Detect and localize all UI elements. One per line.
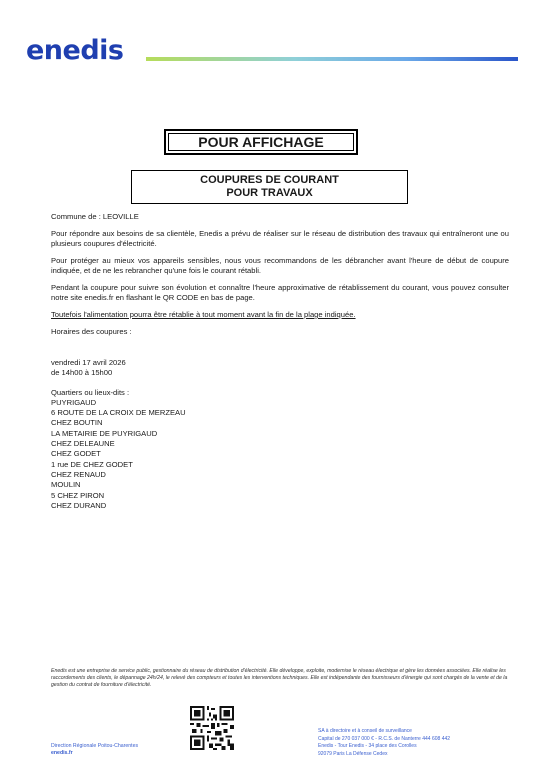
place-item: LA METAIRIE DE PUYRIGAUD — [51, 428, 158, 438]
company-line-1: SA à directoire et à conseil de surveillance — [318, 728, 412, 734]
warning-text: Toutefois l'alimentation pourra être rétablie à tout moment avant la fin de la plage indiquée. — [51, 310, 356, 319]
brand-gradient-bar — [146, 57, 518, 61]
commune: Commune de : LEOVILLE — [51, 212, 139, 221]
notice-subtitle-box — [131, 170, 408, 204]
paragraph-3: Pendant la coupure pour suivre son évolution et connaître l'heure approximative de rétablissement du courant, vous pouvez consulter notre site enedis.fr en flashant le QR CODE en bas de page. — [51, 283, 509, 302]
place-item: PUYRIGAUD — [51, 397, 97, 407]
notice-subtitle-line1: COUPURES DE COURANT — [200, 174, 339, 186]
schedule-date: vendredi 17 avril 2026 — [51, 358, 126, 367]
footer-direction — [51, 743, 138, 757]
place-item: CHEZ RENAUD — [51, 469, 106, 479]
notice-title-box — [164, 129, 358, 155]
website-link[interactable]: enedis.fr — [51, 750, 73, 756]
company-line-4: 92079 Paris La Défense Cedex — [318, 750, 388, 757]
notice-body — [51, 212, 509, 511]
quartiers-label: Quartiers ou lieux-dits : — [51, 387, 130, 397]
place-item: 1 rue DE CHEZ GODET — [51, 459, 133, 469]
company-line-2: Capital de 270 037 000 € - R.C.S. de Nanterre 444 608 442 — [318, 735, 451, 742]
company-line-3: Enedis - Tour Enedis - 34 place des Corolles — [318, 743, 417, 749]
place-item: MOULIN — [51, 480, 81, 490]
place-item: CHEZ DURAND — [51, 500, 107, 510]
footer-legal-text: Enedis est une entreprise de service public, gestionnaire du réseau de distribution d'électricité. Elle développe, exploite, modernise le réseau électrique et gère les données associées. Elle réalise les raccordements des clients, le dépannage 24h/24, le relevé des compteurs et toutes les interventions techniques. Elle est indépendante des fournisseurs d'énergie qui sont chargés de la vente et de la gestion du contrat de fourniture d'électricité. — [51, 668, 508, 688]
footer-company-info — [318, 728, 450, 758]
schedule — [51, 358, 509, 379]
qr-code[interactable] — [190, 706, 234, 750]
enedis-logo — [26, 36, 124, 66]
place-item: CHEZ DELEAUNE — [51, 439, 115, 449]
notice-subtitle-line2: POUR TRAVAUX — [226, 187, 313, 199]
direction-name: Direction Régionale Poitou-Charentes — [51, 743, 139, 749]
places-list — [51, 388, 509, 512]
place-item: 5 CHEZ PIRON — [51, 490, 105, 500]
schedule-time: de 14h00 à 15h00 — [51, 368, 113, 378]
notice-title: POUR AFFICHAGE — [198, 134, 324, 150]
paragraph-2: Pour protéger au mieux vos appareils sensibles, nous vous recommandons de les débrancher avant l'heure de début de coupure indiquée, et de ne les rebrancher qu'une fois le courant rétabli. — [51, 256, 509, 275]
paragraph-1: Pour répondre aux besoins de sa clientèle, Enedis a prévu de réaliser sur le réseau de distribution des travaux qui entraîneront une ou plusieurs coupures d'électricité. — [51, 229, 509, 248]
place-item: CHEZ BOUTIN — [51, 418, 103, 428]
place-item: 6 ROUTE DE LA CROIX DE MERZEAU — [51, 408, 186, 418]
place-item: CHEZ GODET — [51, 449, 101, 459]
logo-text: enedis — [26, 35, 124, 66]
horaires-label: Horaires des coupures : — [51, 327, 132, 336]
